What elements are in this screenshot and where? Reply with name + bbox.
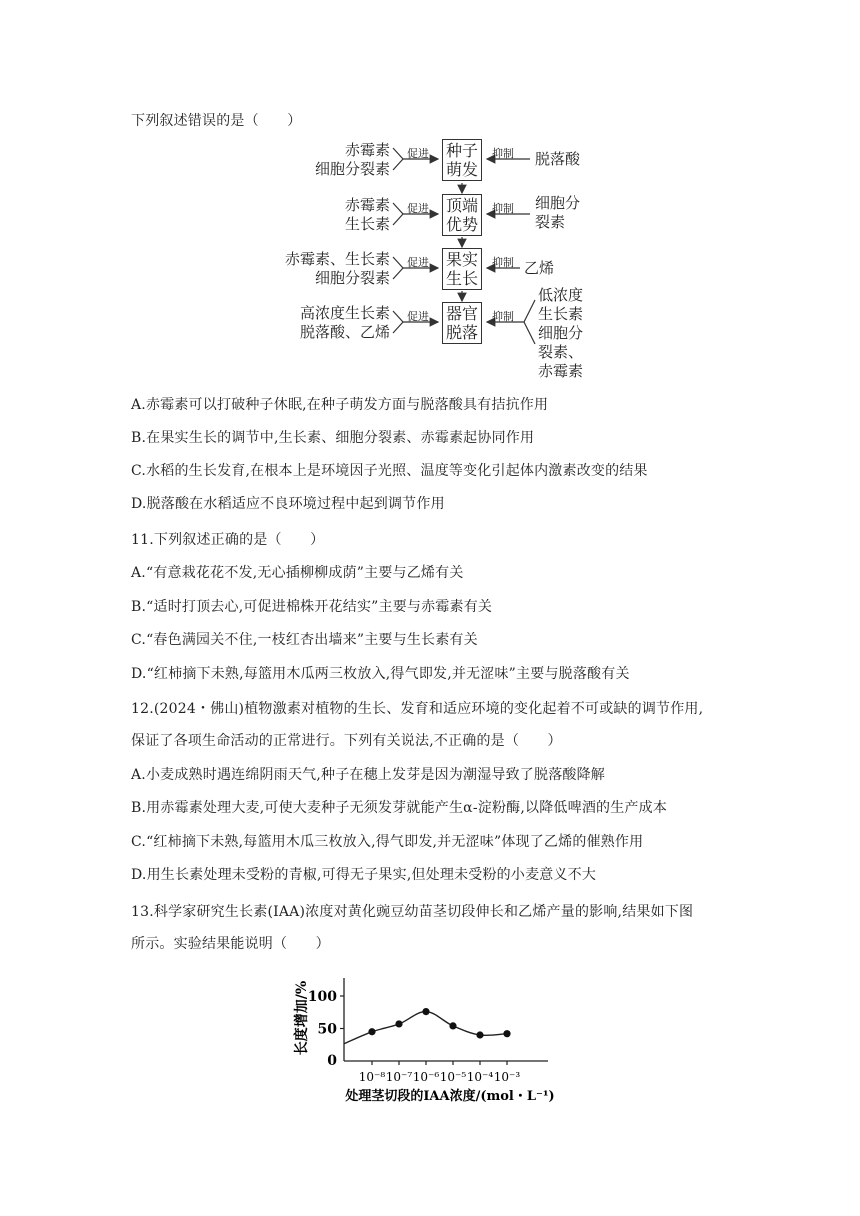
x-tick-label: 10⁻⁸ [358, 1070, 386, 1084]
left-label: 高浓度生长素 [299, 304, 390, 322]
left-label: 脱落酸、乙烯 [299, 323, 390, 341]
box-organ-abscission [442, 302, 482, 344]
q11-option-b: B.“适时打顶去心,可促进棉株开花结实”主要与赤霉素有关 [131, 599, 493, 615]
q12-stem-line1: 12.(2024・佛山)植物激素对植物的生长、发育和适应环境的变化起着不可或缺的调节作用, [131, 701, 704, 717]
q13-stem-line1: 13.科学家研究生长素(IAA)浓度对黄化豌豆幼苗茎切段伸长和乙烯产量的影响,结果如下图 [131, 904, 694, 920]
q10-option-c: C.水稻的生长发育,在根本上是环境因子光照、温度等变化引起体内激素改变的结果 [131, 463, 648, 479]
q13-stem-line2: 所示。实验结果能说明（ ） [131, 936, 330, 952]
right-label: 生长素 [538, 305, 584, 323]
promote-label: 促进 [407, 147, 429, 160]
inhibit-label: 抑制 [492, 147, 514, 160]
x-axis-label: 处理茎切段的IAA浓度/(mol・L⁻¹) [345, 1089, 555, 1104]
iaa-length-chart [280, 960, 580, 1120]
data-point [476, 1031, 483, 1038]
right-label: 低浓度 [538, 286, 584, 304]
inhibit-label: 抑制 [492, 256, 514, 269]
left-label: 赤霉素 [344, 141, 390, 159]
x-tick-label: 10⁻⁴ [466, 1070, 494, 1084]
box-line: 优势 [445, 215, 478, 234]
x-tick-label: 10⁻³ [493, 1070, 521, 1084]
promote-label: 促进 [407, 256, 429, 269]
box-line: 脱落 [445, 323, 478, 342]
box-apical-dominance [442, 194, 482, 236]
q12-option-c: C.“红柿摘下未熟,每篮用木瓜三枚放入,得气即发,并无涩味”体现了乙烯的催熟作用 [131, 834, 644, 850]
data-point [422, 1008, 429, 1015]
box-line: 顶端 [445, 196, 478, 215]
left-label: 生长素 [344, 215, 390, 233]
q11-option-a: A.“有意栽花花不发,无心插柳柳成荫”主要与乙烯有关 [131, 565, 464, 581]
q12-stem-line2: 保证了各项生命活动的正常进行。下列有关说法,不正确的是（ ） [131, 733, 562, 749]
data-point [503, 1030, 510, 1037]
data-point [449, 1022, 456, 1029]
left-label: 细胞分裂素 [314, 269, 390, 287]
q10-option-d: D.脱落酸在水稻适应不良环境过程中起到调节作用 [131, 496, 445, 512]
data-point [368, 1028, 375, 1035]
q12-option-b: B.用赤霉素处理大麦,可使大麦种子无须发芽就能产生α-淀粉酶,以降低啤酒的生产成本 [131, 800, 668, 816]
intro-line: 下列叙述错误的是（ ） [131, 113, 302, 129]
y-axis-label: 长度增加/% [294, 980, 310, 1056]
box-line: 萌发 [445, 160, 478, 179]
q10-option-b: B.在果实生长的调节中,生长素、细胞分裂素、赤霉素起协同作用 [131, 430, 535, 446]
chart-ticks [308, 989, 521, 1084]
right-label: 脱落酸 [535, 150, 581, 168]
x-tick-label: 10⁻⁶ [412, 1070, 440, 1084]
data-point [395, 1020, 402, 1027]
diagram-connectors [0, 0, 860, 400]
q12-option-d: D.用生长素处理未受粉的青椒,可得无子果实,但处理未受粉的小麦意义不大 [131, 867, 597, 883]
right-labels-row4 [538, 286, 583, 381]
promote-label: 促进 [407, 202, 429, 215]
x-tick-label: 10⁻⁵ [439, 1070, 467, 1084]
left-labels-row1 [250, 141, 390, 179]
q10-option-a: A.赤霉素可以打破种子休眠,在种子萌发方面与脱落酸具有拮抗作用 [131, 397, 549, 413]
left-labels-row3 [250, 250, 390, 288]
box-line: 果实 [445, 250, 478, 269]
y-tick-label: 100 [307, 989, 337, 1005]
y-tick-label: 0 [327, 1053, 337, 1069]
right-label: 细胞分 [538, 324, 584, 342]
box-line: 器官 [445, 304, 478, 323]
y-tick-label: 50 [317, 1021, 337, 1038]
right-label: 细胞分 [535, 194, 581, 212]
left-label: 赤霉素、生长素 [284, 250, 390, 268]
q11-option-d: D.“红柿摘下未熟,每篮用木瓜两三枚放入,得气即发,并无涩味”主要与脱落酸有关 [131, 666, 630, 682]
left-label: 赤霉素 [344, 196, 390, 214]
right-label: 裂素、 [538, 343, 584, 361]
box-line: 种子 [445, 141, 478, 160]
box-line: 生长 [445, 269, 478, 288]
q11-option-c: C.“春色满园关不住,一枝红杏出墙来”主要与生长素有关 [131, 632, 478, 648]
q12-option-a: A.小麦成熟时遇连绵阴雨天气,种子在穗上发芽是因为潮湿导致了脱落酸降解 [131, 767, 606, 783]
promote-label: 促进 [407, 310, 429, 323]
box-seed-germination [442, 139, 482, 181]
series-points [368, 1008, 510, 1039]
right-labels-row2 [535, 194, 580, 232]
inhibit-label: 抑制 [492, 310, 514, 323]
right-label: 乙烯 [524, 259, 555, 277]
right-labels-row1 [535, 150, 580, 169]
x-tick-label: 10⁻⁷ [385, 1070, 413, 1084]
q11-stem: 11.下列叙述正确的是（ ） [131, 532, 325, 548]
left-label: 细胞分裂素 [314, 160, 390, 178]
left-labels-row2 [250, 196, 390, 234]
left-labels-row4 [250, 304, 390, 342]
right-label: 赤霉素 [538, 362, 584, 380]
right-label: 裂素 [535, 213, 566, 231]
right-labels-row3 [524, 259, 554, 278]
inhibit-label: 抑制 [492, 202, 514, 215]
box-fruit-growth [442, 248, 482, 290]
series-curve [344, 1012, 507, 1044]
